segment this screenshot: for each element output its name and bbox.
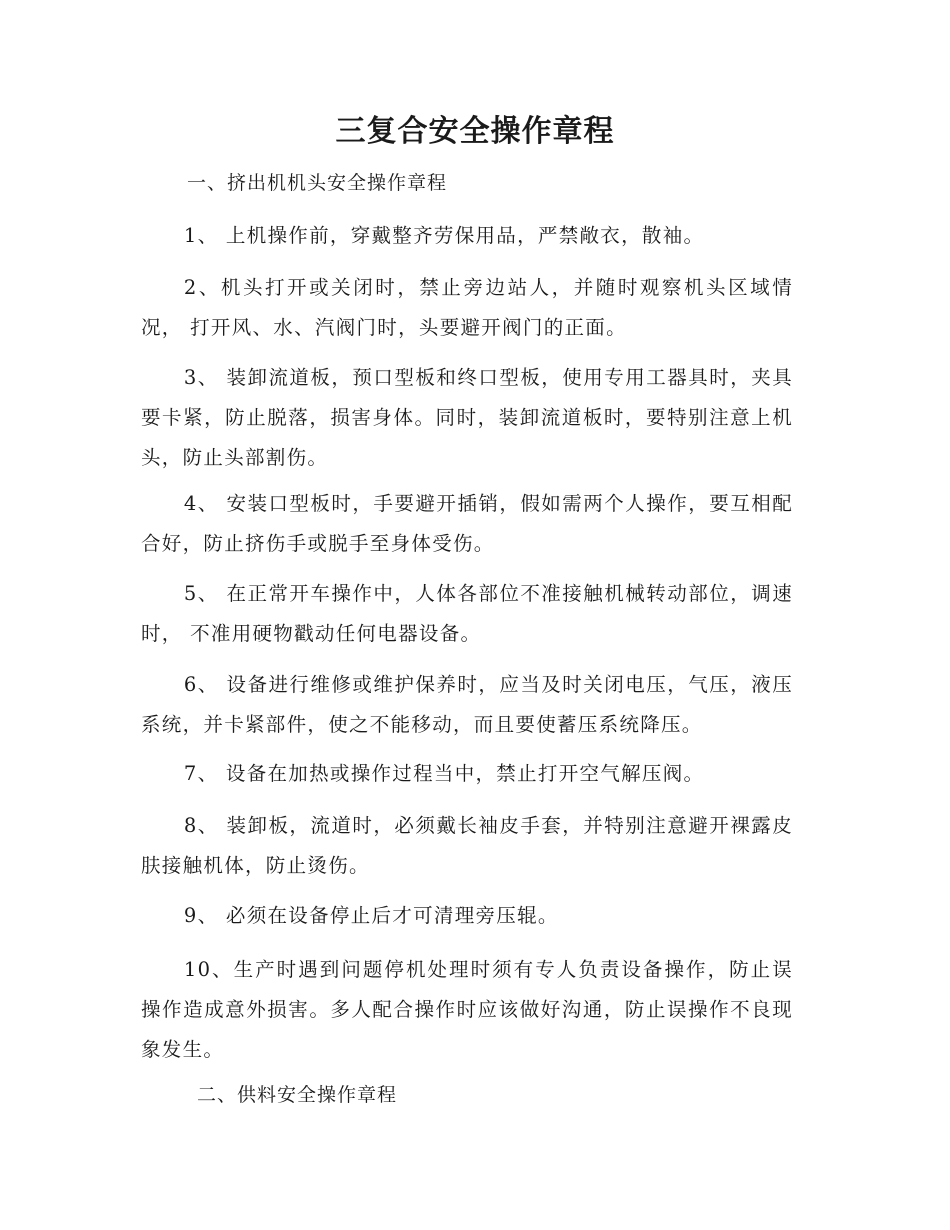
rule-item-1: 1、 上机操作前，穿戴整齐劳保用品，严禁敞衣，散袖。 [183,224,705,247]
rule-item-8: 8、 装卸板，流道时，必须戴长袖皮手套，并特别注意避开裸露皮肤接触机体，防止烫伤。 [141,814,793,877]
rule-item-2: 2、机头打开或关闭时，禁止旁边站人，并随时观察机头区域情况， 打开风、水、汽阀门时，头要避开阀门的正面。 [141,276,793,339]
section-heading-2: 二、供料安全操作章程 [197,1084,398,1106]
rule-item-3: 3、 装卸流道板，预口型板和终口型板，使用专用工器具时，夹具要卡紧，防止脱落，损害身体。同时，装卸流道板时，要特别注意上机头，防止头部割伤。 [141,366,793,469]
rule-item-4: 4、 安装口型板时，手要避开插销，假如需两个人操作，要互相配 合好，防止挤伤手或脱手至身体受伤。 [141,492,793,555]
rule-item-10: 10、生产时遇到问题停机处理时须有专人负责设备操作，防止误操作造成意外损害。多人配合操作时应该做好沟通，防止误操作不良现象发生。 [141,958,793,1061]
rule-item-9: 9、 必须在设备停止后才可清理旁压辊。 [183,904,559,927]
section-heading-1: 一、挤出机机头安全操作章程 [187,172,448,194]
rule-item-5: 5、 在正常开车操作中，人体各部位不准接触机械转动部位，调速时， 不准用硬物戳动任何电器设备。 [141,582,793,645]
document-title: 三复合安全操作章程 [335,114,615,149]
rule-item-7: 7、 设备在加热或操作过程当中，禁止打开空气解压阀。 [183,762,705,785]
rule-item-6: 6、 设备进行维修或维护保养时，应当及时关闭电压，气压，液压系统，并卡紧部件，使之不能移动，而且要使蓄压系统降压。 [141,673,793,736]
